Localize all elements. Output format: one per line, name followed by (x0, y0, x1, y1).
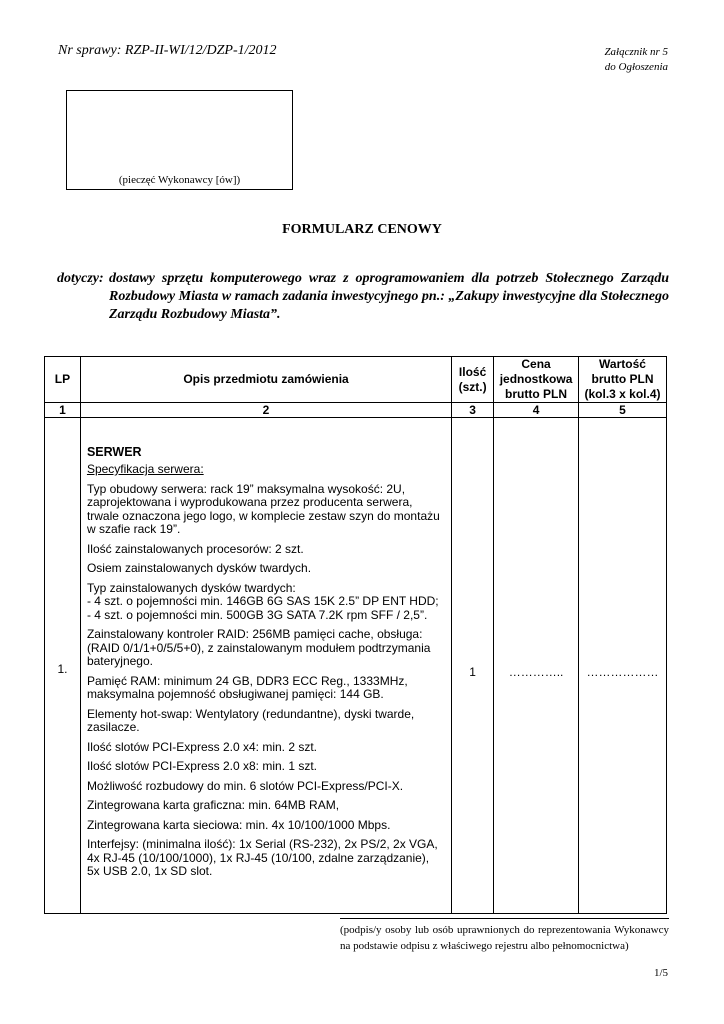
item-title: SERWER (86, 444, 142, 459)
signature-note: (podpis/y osoby lub osób uprawnionych do reprezentowania Wykonawcy na podstawie odpisu z właściwego rejestru albo pełnomocnictwa) (340, 924, 669, 952)
spec-paragraph: Typ obudowy serwera: rack 19” maksymalna wysokość: 2U, zaprojektowana i wyprodukowana przez producenta serwera, trwale oznaczona jego logo, w komplecie zestaw szyn do montażu w szafie rack 19”. (86, 481, 440, 536)
spec-paragraph: Zintegrowana karta sieciowa: min. 4x 10/100/1000 Mbps. (86, 817, 391, 832)
spec-paragraph: Typ zainstalowanych dysków twardych: - 4 szt. o pojemności min. 146GB 6G SAS 15K 2.5” DP ENT HDD; - 4 szt. o pojemności min. 500GB 3G SATA 7.2K rpm SFF / 2,5”. (86, 580, 439, 622)
table-row (45, 418, 667, 914)
row-total-value-field[interactable]: ……………… (579, 418, 667, 914)
spec-paragraph: Zintegrowana karta graficzna: min. 64MB RAM, (86, 798, 340, 812)
table-header-row (45, 357, 667, 403)
row-lp: 1. (45, 418, 81, 914)
header-unit-price (494, 357, 579, 403)
column-number: 3 (452, 403, 494, 418)
spec-paragraph: Ilość slotów PCI-Express 2.0 x4: min. 2 szt. (86, 739, 318, 754)
header-lp: LP (45, 357, 81, 403)
header-total-value-line-1: Wartość (599, 357, 646, 371)
column-number: 1 (45, 403, 81, 418)
spec-paragraph: Elementy hot-swap: Wentylatory (redundantne), dyski twarde, zasilacze. (86, 706, 415, 734)
row-unit-price-field[interactable]: ………….. (494, 418, 579, 914)
signature-line (340, 918, 669, 919)
form-title: FORMULARZ CENOWY (282, 222, 442, 237)
subject-block (57, 270, 669, 324)
price-table (44, 356, 667, 914)
header-quantity (452, 357, 494, 403)
spec-list (87, 483, 445, 879)
spec-paragraph: Interfejsy: (minimalna ilość): 1x Serial (RS-232), 2x PS/2, 2x VGA, 4x RJ-45 (10/100/1000), 1x RJ-45 (10/100, zdalne zarządzanie), 5x USB 2.0, 1x SD slot. (86, 837, 438, 878)
column-number: 2 (80, 403, 451, 418)
stamp-label: (pieczęć Wykonawcy [ów]) (118, 174, 241, 186)
header-quantity-line-1: Ilość (458, 364, 487, 379)
header-quantity-line-2: (szt.) (458, 379, 487, 394)
spec-paragraph: Ilość slotów PCI-Express 2.0 x8: min. 1 szt. (86, 759, 318, 773)
row-description (80, 418, 451, 914)
header-total-value-line-2: brutto PLN (591, 372, 654, 386)
subject-text: dostawy sprzętu komputerowego wraz z oprogramowaniem dla potrzeb Stołecznego Zarządu Rozbudowy Miasta w ramach zadania inwestycyjnego pn.: „Zakupy inwestycyjne dla Stołecznego Zarządu Rozbudowy Miasta”. (109, 271, 669, 322)
case-number: Nr sprawy: RZP-II-WI/12/DZP-1/2012 (58, 43, 277, 58)
spec-paragraph: Osiem zainstalowanych dysków twardych. (86, 561, 312, 575)
attachment-line-1: Załącznik nr 5 (604, 46, 668, 58)
column-number: 5 (579, 403, 667, 418)
column-number-row (45, 403, 667, 418)
header-total-value (579, 357, 667, 403)
contractor-stamp-box (66, 90, 293, 190)
subject-prefix: dotyczy: (57, 271, 104, 286)
page-number: 1/5 (653, 967, 668, 979)
header-description: Opis przedmiotu zamówienia (80, 357, 451, 403)
spec-paragraph: Ilość zainstalowanych procesorów: 2 szt. (86, 541, 304, 556)
header-unit-price-line-3: brutto PLN (505, 387, 568, 401)
attachment-line-2: do Ogłoszenia (604, 61, 668, 73)
attachment-label (604, 45, 668, 75)
spec-paragraph: Zainstalowany kontroler RAID: 256MB pamięci cache, obsługa: (RAID 0/1/1+0/5/5+0), z zainstalowanym modułem podtrzymania bateryjnego. (86, 627, 431, 668)
spec-paragraph: Możliwość rozbudowy do min. 6 slotów PCI-Express/PCI-X. (86, 778, 404, 793)
spec-paragraph: Pamięć RAM: minimum 24 GB, DDR3 ECC Reg., 1333MHz, maksymalna pojemność obsługiwanej pamięci: 144 GB. (86, 673, 408, 701)
spec-heading: Specyfikacja serwera: (86, 462, 204, 476)
header-total-value-line-3: (kol.3 x kol.4) (584, 387, 661, 401)
header-unit-price-line-1: Cena (521, 357, 551, 371)
row-quantity: 1 (452, 418, 494, 914)
column-number: 4 (494, 403, 579, 418)
header-unit-price-line-2: jednostkowa (499, 372, 573, 386)
